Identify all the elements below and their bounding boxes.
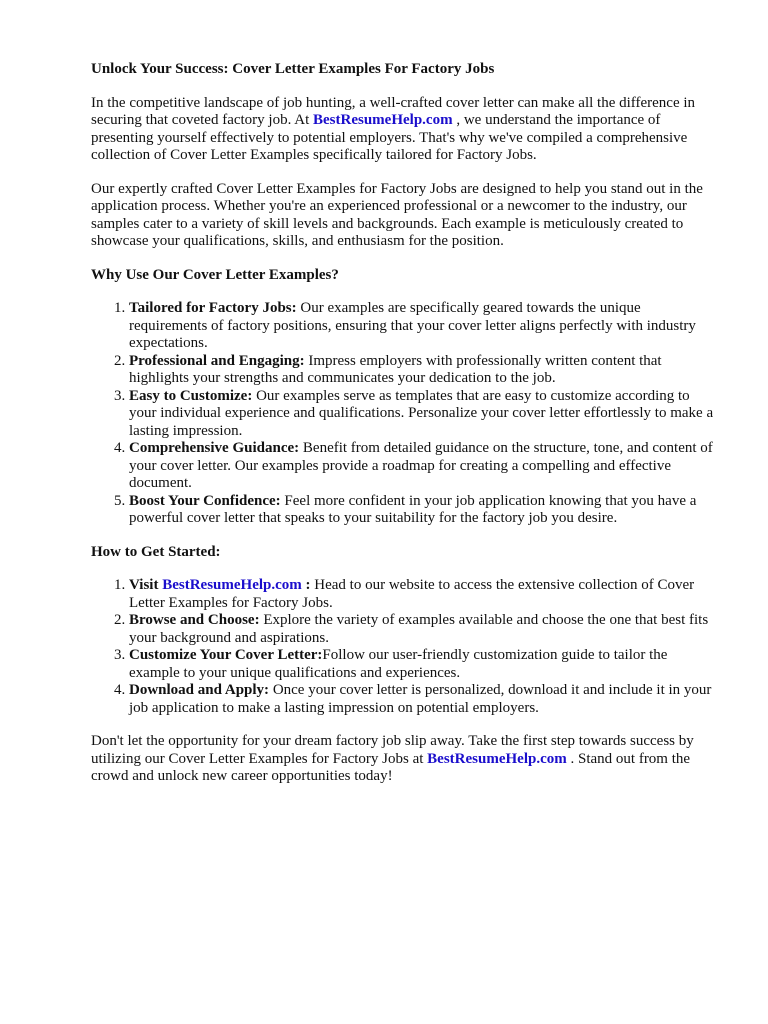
list-item-term: Easy to Customize: <box>129 387 253 404</box>
description-paragraph: Our expertly crafted Cover Letter Examples for Factory Jobs are designed to help you stand out in the application process. Whether you're an experienced professional or a newcomer to the industry, our samples cater to a variety of skill levels and backgrounds. Each example is meticulously created to showcase your qualifications, skills, and enthusiasm for the position. <box>91 180 703 249</box>
closing-text-after: . Stand out from the crowd and unlock new career opportunities today! <box>91 750 691 784</box>
list-item-term: Browse and Choose: <box>129 612 260 628</box>
list-item-term: Boost Your Confidence: <box>129 492 281 509</box>
list-item-text: Impress employers with professionally written content that highlights your strengths and communicates your dedication to the job. <box>129 352 662 386</box>
list-item-text: Feel more confident in your job application knowing that you have a powerful cover letter that speaks to your suitability for the factory job you desire. <box>129 492 697 526</box>
page-title: Unlock Your Success: Cover Letter Examples For Factory Jobs <box>91 61 495 77</box>
why-list <box>91 300 718 528</box>
list-item-text: Follow our user-friendly customization guide to tailor the example to your unique qualifications and experiences. <box>129 647 668 681</box>
closing-paragraph <box>91 733 718 786</box>
list-item-text: Explore the variety of examples available and choose the one that best fits your background and aspirations. <box>129 612 709 646</box>
list-item <box>129 493 718 528</box>
bestresumehelp-link[interactable]: BestResumeHelp.com <box>313 112 453 128</box>
list-item-term: Professional and Engaging: <box>129 352 305 369</box>
list-item-text: Our examples are specifically geared towards the unique requirements of factory positions, ensuring that your cover letter aligns perfectly with industry expectations. <box>129 300 696 351</box>
why-heading: Why Use Our Cover Letter Examples? <box>91 266 339 283</box>
list-item-text: Once your cover letter is personalized, download it and include it in your job application to make a lasting impression on potential employers. <box>129 682 712 716</box>
list-item-term: Download and Apply: <box>129 682 270 698</box>
list-item-term: Customize Your Cover Letter: <box>129 647 323 663</box>
intro-paragraph <box>91 95 718 165</box>
how-list <box>91 577 718 717</box>
list-item <box>129 682 718 717</box>
list-item <box>129 577 718 612</box>
list-item-term: Comprehensive Guidance: <box>129 440 300 456</box>
list-item <box>129 388 718 441</box>
list-item-text: Our examples serve as templates that are easy to customize according to your individual experience and qualifications. Personalize your cover letter effortlessly to make a lasting impression. <box>129 387 714 439</box>
list-item-term: Tailored for Factory Jobs: <box>129 300 297 316</box>
list-item-text: Head to our website to access the extensive collection of Cover Letter Examples for Factory Jobs. <box>129 577 695 611</box>
intro-text-before: In the competitive landscape of job hunting, a well-crafted cover letter can make all the difference in securing that coveted factory job. At <box>91 94 696 128</box>
how-heading: How to Get Started: <box>91 543 221 560</box>
list-item-term: Visit <box>129 577 163 593</box>
list-item <box>129 612 718 647</box>
closing-text-before: Don't let the opportunity for your dream factory job slip away. Take the first step towards success by utilizing our Cover Letter Examples for Factory Jobs at <box>91 733 694 767</box>
list-item-text: Benefit from detailed guidance on the structure, tone, and content of your cover letter. Our examples provide a roadmap for creating a compelling and effective document. <box>129 440 713 491</box>
bestresumehelp-link[interactable]: BestResumeHelp.com <box>162 577 302 593</box>
list-item <box>129 353 718 388</box>
list-item <box>129 440 718 493</box>
list-item-colon: : <box>301 577 311 593</box>
list-item <box>129 300 718 353</box>
bestresumehelp-link[interactable]: BestResumeHelp.com <box>427 750 567 767</box>
intro-text-after: , we understand the importance of presenting yourself effectively to potential employers. That's why we've compiled a comprehensive collection of Cover Letter Examples specifically tailored for Factory Jobs. <box>91 112 688 163</box>
list-item <box>129 647 718 682</box>
